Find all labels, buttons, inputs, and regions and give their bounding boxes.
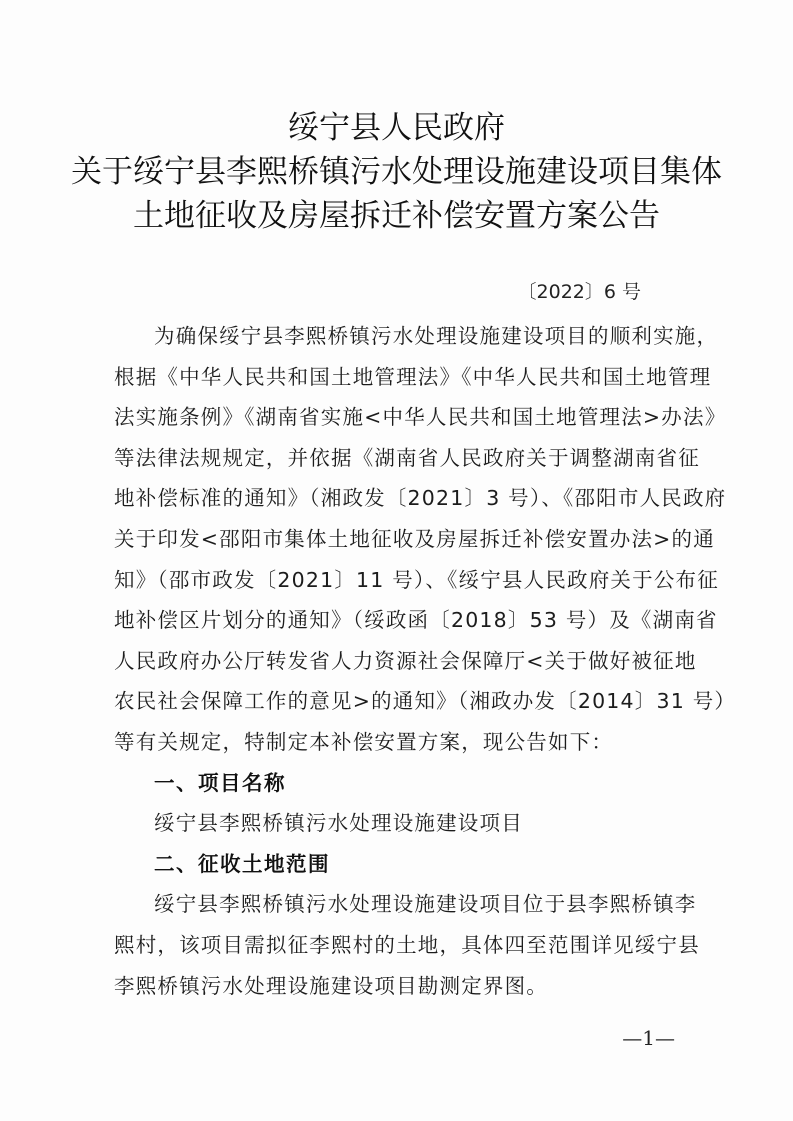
intro-line: 农民社会保障工作的意见>的通知》（湘政办发〔2014〕31 号） [114, 689, 737, 714]
section-body-line: 熙村，该项目需拟征李熙村的土地，具体四至范围详见绥宁县 [114, 932, 700, 957]
title-line-subject-cont: 土地征收及房屋拆迁补偿安置方案公告 [133, 198, 660, 234]
section-heading-land-scope: 二、征收土地范围 [154, 851, 330, 876]
intro-line: 等法律法规规定，并依据《湖南省人民政府关于调整湖南省征 [114, 445, 700, 470]
title-line-issuer: 绥宁县人民政府 [288, 110, 505, 146]
intro-line: 等有关规定，特制定本补偿安置方案，现公告如下： [114, 729, 614, 754]
page-number: —1— [622, 1026, 675, 1050]
document-title [0, 106, 793, 238]
document-number: 〔2022〕6 号 [517, 281, 641, 303]
intro-line: 法实施条例》《湖南省实施<中华人民共和国土地管理法>办法》 [114, 405, 727, 430]
section-heading-project-name: 一、项目名称 [154, 770, 286, 795]
section-body-line: 绥宁县李熙桥镇污水处理设施建设项目位于县李熙桥镇李 [154, 892, 697, 917]
document-body [114, 316, 737, 1006]
intro-line: 地补偿区片划分的通知》（绥政函〔2018〕53 号）及《湖南省 [114, 608, 718, 633]
title-line-subject: 关于绥宁县李熙桥镇污水处理设施建设项目集体 [71, 154, 722, 190]
intro-line: 知》（邵市政发〔2021〕11 号）、《绥宁县人民政府关于公布征 [114, 567, 719, 592]
section-body-line: 李熙桥镇污水处理设施建设项目勘测定界图。 [114, 973, 548, 998]
section-body-project-name: 绥宁县李熙桥镇污水处理设施建设项目 [154, 811, 523, 836]
intro-line: 根据《中华人民共和国土地管理法》《中华人民共和国土地管理 [114, 364, 712, 389]
intro-line: 为确保绥宁县李熙桥镇污水处理设施建设项目的顺利实施， [154, 324, 719, 348]
intro-line: 人民政府办公厅转发省人力资源社会保障厅<关于做好被征地 [114, 648, 697, 673]
page-number-footer [0, 1026, 793, 1050]
intro-line: 关于印发<邵阳市集体土地征收及房屋拆迁补偿安置办法>的通 [114, 526, 715, 551]
intro-line: 地补偿标准的通知》（湘政发〔2021〕3 号）、《邵阳市人民政府 [114, 486, 727, 511]
